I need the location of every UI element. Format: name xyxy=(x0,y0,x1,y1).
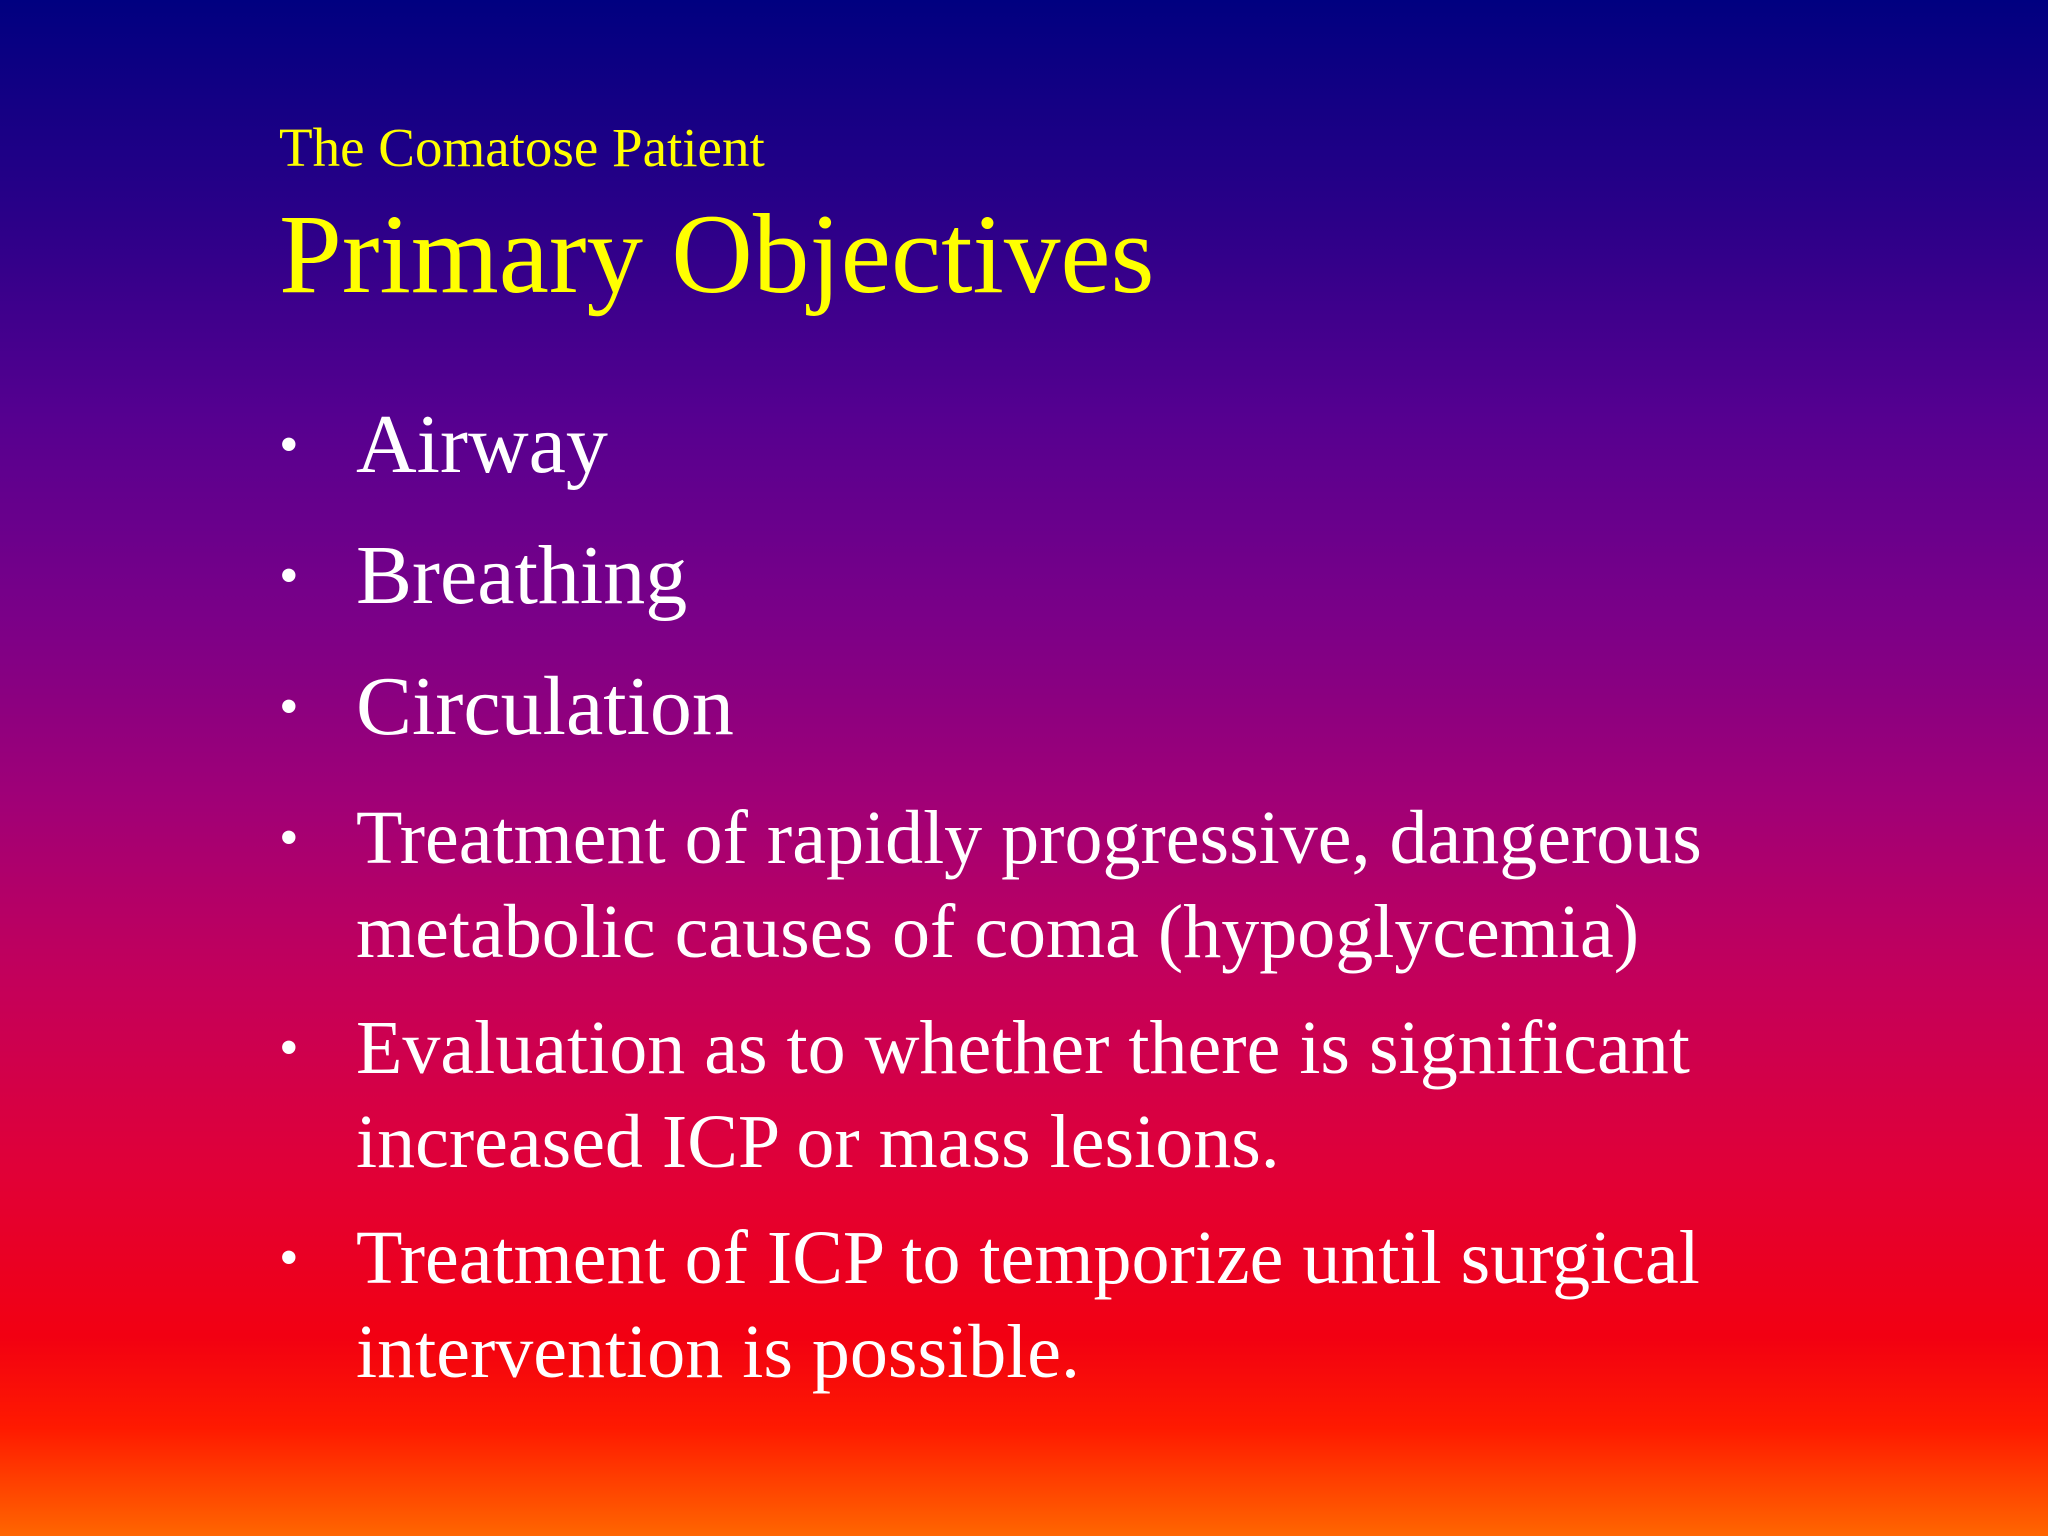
bullet-icon: • xyxy=(279,414,299,476)
bullet-text: Breathing xyxy=(356,529,688,622)
slide-subtitle: The Comatose Patient xyxy=(279,117,765,178)
bullet-item-airway xyxy=(279,398,1979,492)
bullet-text: Circulation xyxy=(356,660,734,753)
bullet-icon: • xyxy=(279,807,299,869)
bullet-text: Airway xyxy=(356,398,608,491)
bullet-item-metabolic-treatment xyxy=(279,791,1979,979)
bullet-icon: • xyxy=(279,545,299,607)
bullet-item-circulation xyxy=(279,660,1979,754)
bullet-text: Evaluation as to whether there is significant increased ICP or mass lesions. xyxy=(356,1006,1690,1184)
bullet-item-breathing xyxy=(279,529,1979,623)
slide-title: Primary Objectives xyxy=(279,192,1155,317)
bullet-text: Treatment of rapidly progressive, dangerous metabolic causes of coma (hypoglycemia) xyxy=(356,796,1702,974)
bullet-icon: • xyxy=(279,1227,299,1289)
bullet-list xyxy=(279,398,1979,1421)
bullet-item-icp-evaluation xyxy=(279,1001,1979,1189)
bullet-item-icp-treatment xyxy=(279,1211,1979,1399)
bullet-icon: • xyxy=(279,676,299,738)
bullet-text: Treatment of ICP to temporize until surgical intervention is possible. xyxy=(356,1216,1700,1394)
bullet-icon: • xyxy=(279,1017,299,1079)
